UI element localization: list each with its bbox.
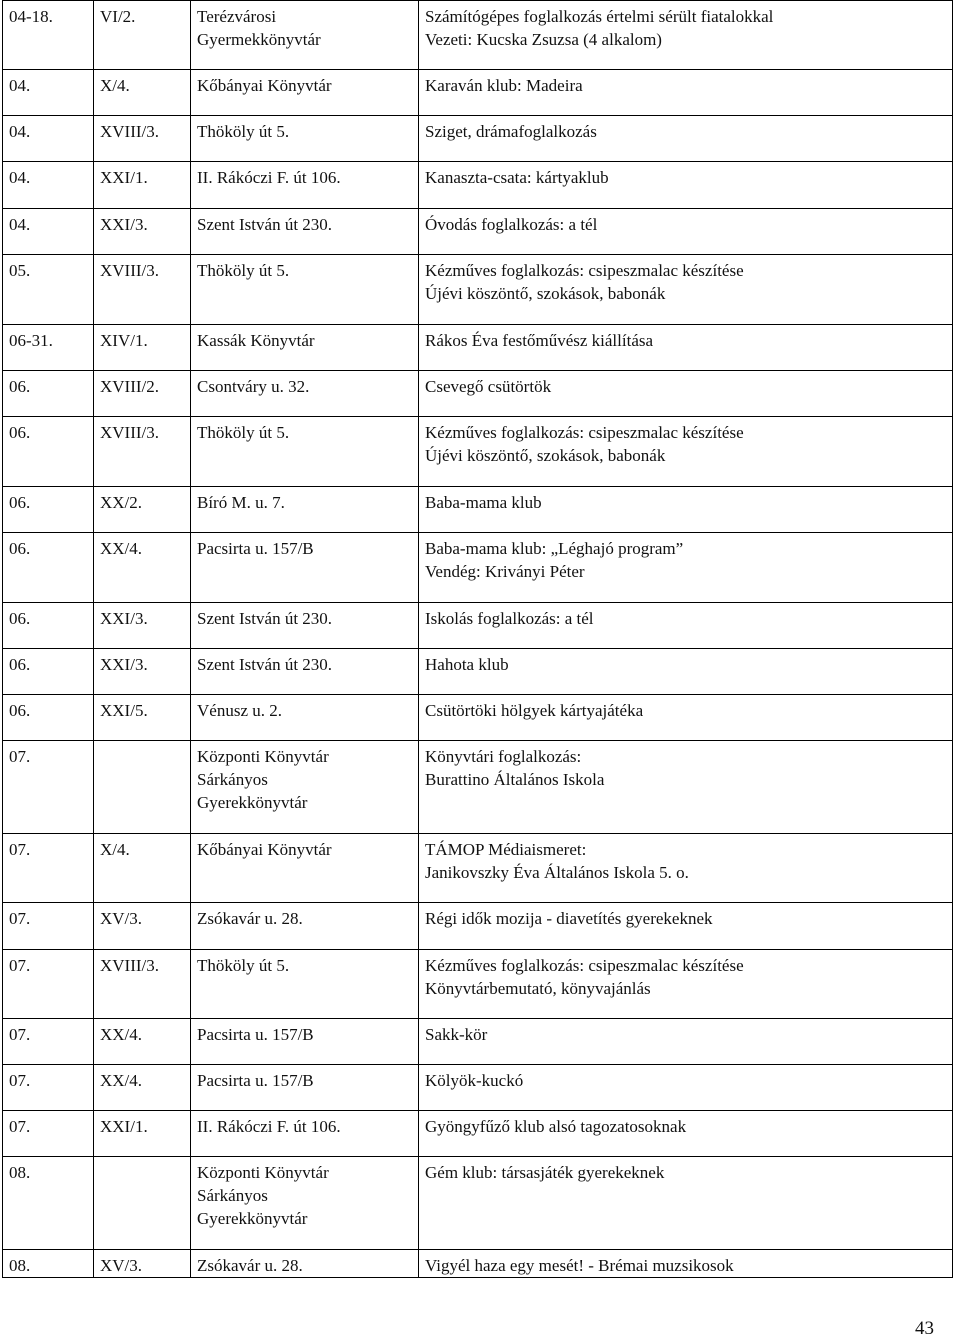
table-row: [3, 116, 953, 162]
table-row: [3, 1019, 953, 1065]
event-library-cell: Zsókavár u. 28.: [191, 903, 419, 950]
table-row: [3, 950, 953, 1019]
event-date-cell: 07.: [3, 950, 94, 1019]
event-district-cell: XX/4.: [94, 533, 191, 603]
event-date-cell: 08.: [3, 1157, 94, 1250]
table-row: [3, 603, 953, 649]
event-date-cell: 07.: [3, 903, 94, 950]
table-row: [3, 162, 953, 209]
event-date-cell: 07.: [3, 1111, 94, 1157]
event-date-cell: 06.: [3, 533, 94, 603]
table-row: [3, 1, 953, 70]
table-row: [3, 741, 953, 834]
events-table-body: [3, 1, 953, 1278]
event-library-cell: Kőbányai Könyvtár: [191, 834, 419, 903]
event-district-cell: VI/2.: [94, 1, 191, 70]
event-program-cell: Vigyél haza egy mesét! - Brémai muzsikosok: [419, 1250, 953, 1278]
event-date-cell: 04.: [3, 209, 94, 255]
event-library-cell: Központi Könyvtár Sárkányos Gyerekkönyvtár: [191, 741, 419, 834]
table-row: [3, 417, 953, 487]
event-district-cell: XXI/1.: [94, 1111, 191, 1157]
event-district-cell: XVIII/2.: [94, 371, 191, 417]
table-row: [3, 70, 953, 116]
event-library-cell: Pacsirta u. 157/B: [191, 1065, 419, 1111]
event-program-cell: Kölyök-kuckó: [419, 1065, 953, 1111]
table-row: [3, 371, 953, 417]
event-date-cell: 06-31.: [3, 325, 94, 371]
event-program-cell: Gyöngyfűző klub alsó tagozatosoknak: [419, 1111, 953, 1157]
event-program-cell: Rákos Éva festőművész kiállítása: [419, 325, 953, 371]
event-library-cell: Terézvárosi Gyermekkönyvtár: [191, 1, 419, 70]
event-district-cell: XV/3.: [94, 903, 191, 950]
table-row: [3, 1111, 953, 1157]
event-library-cell: Kassák Könyvtár: [191, 325, 419, 371]
event-district-cell: XIV/1.: [94, 325, 191, 371]
event-date-cell: 07.: [3, 1065, 94, 1111]
event-date-cell: 07.: [3, 741, 94, 834]
table-row: [3, 487, 953, 533]
event-library-cell: Thököly út 5.: [191, 116, 419, 162]
event-district-cell: XV/3.: [94, 1250, 191, 1278]
event-date-cell: 08.: [3, 1250, 94, 1278]
event-district-cell: XX/4.: [94, 1065, 191, 1111]
event-program-cell: Számítógépes foglalkozás értelmi sérült fiatalokkal Vezeti: Kucska Zsuzsa (4 alkalom): [419, 1, 953, 70]
event-program-cell: Hahota klub: [419, 649, 953, 695]
event-district-cell: XXI/5.: [94, 695, 191, 741]
event-date-cell: 06.: [3, 695, 94, 741]
event-district-cell: XX/4.: [94, 1019, 191, 1065]
table-row: [3, 695, 953, 741]
event-library-cell: Pacsirta u. 157/B: [191, 1019, 419, 1065]
event-program-cell: Csütörtöki hölgyek kártyajátéka: [419, 695, 953, 741]
event-library-cell: Zsókavár u. 28.: [191, 1250, 419, 1278]
event-date-cell: 06.: [3, 487, 94, 533]
event-program-cell: Sakk-kör: [419, 1019, 953, 1065]
event-program-cell: Csevegő csütörtök: [419, 371, 953, 417]
event-program-cell: Kanaszta-csata: kártyaklub: [419, 162, 953, 209]
event-date-cell: 05.: [3, 255, 94, 325]
table-row: [3, 325, 953, 371]
event-program-cell: Kézműves foglalkozás: csipeszmalac készítése Újévi köszöntő, szokások, babonák: [419, 255, 953, 325]
event-library-cell: Thököly út 5.: [191, 255, 419, 325]
event-date-cell: 04.: [3, 70, 94, 116]
table-row: [3, 1157, 953, 1250]
event-date-cell: 06.: [3, 603, 94, 649]
event-program-cell: TÁMOP Médiaismeret: Janikovszky Éva Általános Iskola 5. o.: [419, 834, 953, 903]
table-row: [3, 209, 953, 255]
event-program-cell: Kézműves foglalkozás: csipeszmalac készítése Újévi köszöntő, szokások, babonák: [419, 417, 953, 487]
event-library-cell: Csontváry u. 32.: [191, 371, 419, 417]
event-date-cell: 07.: [3, 1019, 94, 1065]
event-program-cell: Baba-mama klub: [419, 487, 953, 533]
event-program-cell: Karaván klub: Madeira: [419, 70, 953, 116]
event-library-cell: Thököly út 5.: [191, 417, 419, 487]
event-library-cell: Bíró M. u. 7.: [191, 487, 419, 533]
table-row: [3, 649, 953, 695]
event-district-cell: [94, 741, 191, 834]
page-number: 43: [915, 1318, 934, 1339]
event-district-cell: XVIII/3.: [94, 255, 191, 325]
event-date-cell: 04-18.: [3, 1, 94, 70]
event-library-cell: Szent István út 230.: [191, 603, 419, 649]
table-row: [3, 255, 953, 325]
event-library-cell: Thököly út 5.: [191, 950, 419, 1019]
event-date-cell: 06.: [3, 371, 94, 417]
events-table: [2, 0, 953, 1278]
event-program-cell: Kézműves foglalkozás: csipeszmalac készítése Könyvtárbemutató, könyvajánlás: [419, 950, 953, 1019]
event-district-cell: XXI/3.: [94, 209, 191, 255]
event-district-cell: X/4.: [94, 70, 191, 116]
event-district-cell: XVIII/3.: [94, 950, 191, 1019]
event-library-cell: Központi Könyvtár Sárkányos Gyerekkönyvtár: [191, 1157, 419, 1250]
event-date-cell: 04.: [3, 162, 94, 209]
event-library-cell: Szent István út 230.: [191, 209, 419, 255]
event-program-cell: Iskolás foglalkozás: a tél: [419, 603, 953, 649]
event-program-cell: Gém klub: társasjáték gyerekeknek: [419, 1157, 953, 1250]
event-program-cell: Könyvtári foglalkozás: Burattino Általános Iskola: [419, 741, 953, 834]
event-program-cell: Régi idők mozija - diavetítés gyerekeknek: [419, 903, 953, 950]
event-district-cell: XXI/3.: [94, 649, 191, 695]
event-library-cell: Pacsirta u. 157/B: [191, 533, 419, 603]
event-district-cell: XXI/1.: [94, 162, 191, 209]
event-date-cell: 04.: [3, 116, 94, 162]
table-row: [3, 1250, 953, 1278]
event-library-cell: II. Rákóczi F. út 106.: [191, 1111, 419, 1157]
table-row: [3, 533, 953, 603]
event-district-cell: X/4.: [94, 834, 191, 903]
event-program-cell: Sziget, drámafoglalkozás: [419, 116, 953, 162]
table-row: [3, 834, 953, 903]
event-date-cell: 06.: [3, 649, 94, 695]
event-library-cell: Kőbányai Könyvtár: [191, 70, 419, 116]
table-row: [3, 1065, 953, 1111]
event-program-cell: Baba-mama klub: „Léghajó program” Vendég: Kriványi Péter: [419, 533, 953, 603]
event-library-cell: Vénusz u. 2.: [191, 695, 419, 741]
event-program-cell: Óvodás foglalkozás: a tél: [419, 209, 953, 255]
event-district-cell: XXI/3.: [94, 603, 191, 649]
event-library-cell: II. Rákóczi F. út 106.: [191, 162, 419, 209]
event-library-cell: Szent István út 230.: [191, 649, 419, 695]
event-date-cell: 06.: [3, 417, 94, 487]
event-district-cell: XX/2.: [94, 487, 191, 533]
table-row: [3, 903, 953, 950]
event-date-cell: 07.: [3, 834, 94, 903]
event-district-cell: XVIII/3.: [94, 116, 191, 162]
event-district-cell: XVIII/3.: [94, 417, 191, 487]
event-district-cell: [94, 1157, 191, 1250]
